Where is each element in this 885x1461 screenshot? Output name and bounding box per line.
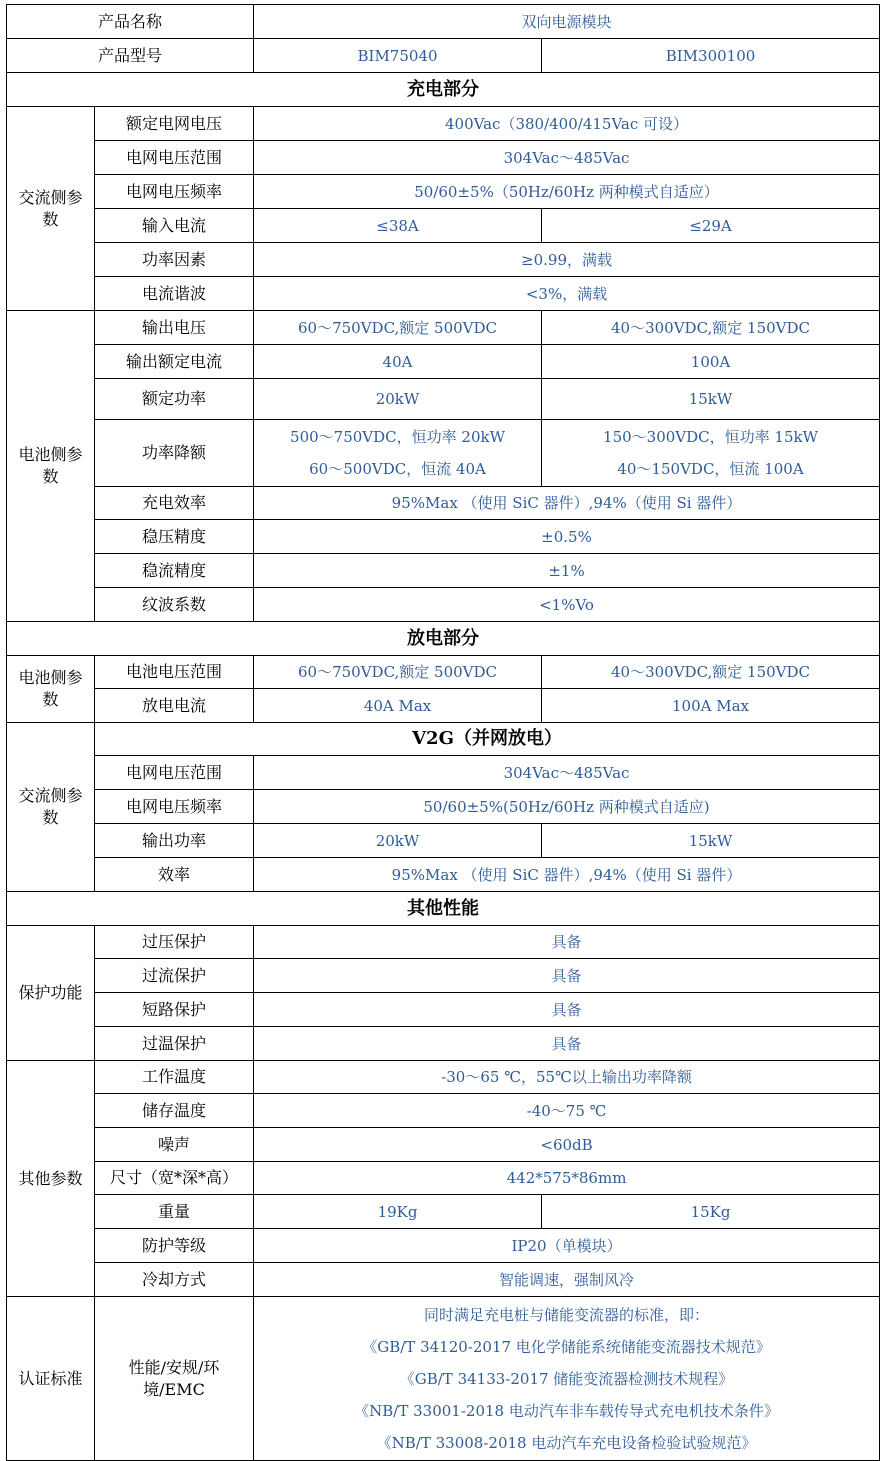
row-value-b: 40～300VDC,额定 150VDC — [542, 311, 880, 345]
section-title-other: 其他性能 — [7, 892, 880, 926]
group-ac-side: 交流侧参数 — [7, 723, 95, 892]
row-label: 功率因素 — [95, 243, 254, 277]
table-row — [7, 1094, 880, 1128]
row-label: 功率降额 — [95, 420, 254, 487]
standard-line: 同时满足充电桩与储能变流器的标准，即： — [424, 1305, 710, 1324]
derating-line: 60～500VDC，恒流 40A — [309, 460, 486, 478]
row-value-a: 40A Max — [254, 689, 542, 723]
table-row — [7, 107, 880, 141]
row-value-b: 100A Max — [542, 689, 880, 723]
row-value: <1%Vo — [254, 588, 880, 622]
row-value: 95%Max （使用 SiC 器件）,94%（使用 Si 器件） — [254, 487, 880, 520]
row-label: 输出额定电流 — [95, 345, 254, 379]
row-label: 防护等级 — [95, 1229, 254, 1263]
row-label: 充电效率 — [95, 487, 254, 520]
table-row — [7, 345, 880, 379]
row-value: 50/60±5%(50Hz/60Hz 两种模式自适应) — [254, 790, 880, 824]
row-label: 工作温度 — [95, 1061, 254, 1094]
row-label: 过温保护 — [95, 1027, 254, 1061]
row-value-b: 15kW — [542, 824, 880, 858]
row-label: 输出电压 — [95, 311, 254, 345]
section-row — [7, 73, 880, 107]
row-value: -30～65 ℃，55℃以上输出功率降额 — [254, 1061, 880, 1094]
table-row — [7, 1061, 880, 1094]
row-label: 效率 — [95, 858, 254, 892]
row-value-a: 20kW — [254, 824, 542, 858]
table-row — [7, 959, 880, 993]
product-name-value: 双向电源模块 — [254, 5, 880, 39]
row-value-a: ≤38A — [254, 209, 542, 243]
row-label: 性能/安规/环境/EMC — [95, 1297, 254, 1461]
row-value: 95%Max （使用 SiC 器件）,94%（使用 Si 器件） — [254, 858, 880, 892]
product-name-label: 产品名称 — [7, 5, 254, 39]
table-row — [7, 554, 880, 588]
row-value: ±1% — [254, 554, 880, 588]
table-row — [7, 277, 880, 311]
row-label: 尺寸（宽*深*高） — [95, 1162, 254, 1195]
group-ac-side: 交流侧参数 — [7, 107, 95, 311]
table-row — [7, 1128, 880, 1162]
row-value: ≥0.99，满载 — [254, 243, 880, 277]
row-value: <60dB — [254, 1128, 880, 1162]
row-value: 具备 — [254, 1027, 880, 1061]
table-row — [7, 5, 880, 39]
row-label: 过压保护 — [95, 926, 254, 959]
standard-line: 《NB/T 33008-2018 电动汽车充电设备检验试验规范》 — [376, 1433, 757, 1452]
row-value: ±0.5% — [254, 520, 880, 554]
section-row — [7, 622, 880, 656]
row-label: 电流谐波 — [95, 277, 254, 311]
row-value-b — [542, 420, 880, 487]
row-label: 额定电网电压 — [95, 107, 254, 141]
standard-line: 《GB/T 34133-2017 储能变流器检测技术规程》 — [399, 1369, 734, 1388]
row-label: 电池电压范围 — [95, 656, 254, 689]
row-value-b: ≤29A — [542, 209, 880, 243]
row-value: <3%，满载 — [254, 277, 880, 311]
standard-line: 《GB/T 34120-2017 电化学储能系统储能变流器技术规范》 — [362, 1337, 771, 1356]
row-value-b: 40～300VDC,额定 150VDC — [542, 656, 880, 689]
row-value: IP20（单模块） — [254, 1229, 880, 1263]
row-value: 304Vac～485Vac — [254, 141, 880, 175]
certification-standards — [254, 1297, 880, 1461]
group-battery-side: 电池侧参数 — [7, 656, 95, 723]
table-row — [7, 1195, 880, 1229]
table-row — [7, 175, 880, 209]
group-certification: 认证标准 — [7, 1297, 95, 1461]
row-label: 输出功率 — [95, 824, 254, 858]
table-row — [7, 420, 880, 487]
row-value: 400Vac（380/400/415Vac 可设） — [254, 107, 880, 141]
derating-line: 150～300VDC，恒功率 15kW — [603, 428, 818, 446]
row-value-a: 40A — [254, 345, 542, 379]
row-value: 304Vac～485Vac — [254, 756, 880, 790]
standard-line: 《NB/T 33001-2018 电动汽车非车载传导式充电机技术条件》 — [354, 1401, 779, 1420]
table-row — [7, 487, 880, 520]
row-value-b: 100A — [542, 345, 880, 379]
table-row — [7, 656, 880, 689]
row-value: 442*575*86mm — [254, 1162, 880, 1195]
row-label: 重量 — [95, 1195, 254, 1229]
table-row — [7, 858, 880, 892]
section-title-charging: 充电部分 — [7, 73, 880, 107]
row-label: 额定功率 — [95, 379, 254, 420]
row-label: 噪声 — [95, 1128, 254, 1162]
spec-table — [6, 4, 880, 1461]
row-label: 放电电流 — [95, 689, 254, 723]
section-row — [7, 892, 880, 926]
row-label: 稳压精度 — [95, 520, 254, 554]
table-row — [7, 588, 880, 622]
table-row — [7, 243, 880, 277]
row-label: 储存温度 — [95, 1094, 254, 1128]
row-value-a: 60～750VDC,额定 500VDC — [254, 656, 542, 689]
table-row — [7, 756, 880, 790]
model-a-value: BIM75040 — [254, 39, 542, 73]
table-row — [7, 1229, 880, 1263]
section-title-discharging: 放电部分 — [7, 622, 880, 656]
row-value-a: 19Kg — [254, 1195, 542, 1229]
row-value: 具备 — [254, 993, 880, 1027]
table-row — [7, 689, 880, 723]
table-row — [7, 520, 880, 554]
row-value-a — [254, 420, 542, 487]
table-row — [7, 1297, 880, 1461]
row-value: -40～75 ℃ — [254, 1094, 880, 1128]
row-value: 具备 — [254, 926, 880, 959]
table-row — [7, 311, 880, 345]
row-label: 电网电压范围 — [95, 141, 254, 175]
row-label: 冷却方式 — [95, 1263, 254, 1297]
row-label: 过流保护 — [95, 959, 254, 993]
derating-line: 40～150VDC，恒流 100A — [617, 460, 804, 478]
table-row — [7, 824, 880, 858]
table-row — [7, 141, 880, 175]
row-value-b: 15kW — [542, 379, 880, 420]
group-protection: 保护功能 — [7, 926, 95, 1061]
model-b-value: BIM300100 — [542, 39, 880, 73]
section-title-v2g: V2G（并网放电） — [95, 723, 880, 756]
table-row — [7, 723, 880, 756]
group-battery-side: 电池侧参数 — [7, 311, 95, 622]
derating-line: 500～750VDC，恒功率 20kW — [290, 428, 505, 446]
row-label: 纹波系数 — [95, 588, 254, 622]
table-row — [7, 1027, 880, 1061]
table-row — [7, 39, 880, 73]
row-label: 电网电压范围 — [95, 756, 254, 790]
row-value: 50/60±5%（50Hz/60Hz 两种模式自适应） — [254, 175, 880, 209]
row-label: 稳流精度 — [95, 554, 254, 588]
table-row — [7, 1263, 880, 1297]
row-value: 具备 — [254, 959, 880, 993]
row-label: 输入电流 — [95, 209, 254, 243]
row-value-a: 60～750VDC,额定 500VDC — [254, 311, 542, 345]
row-label: 电网电压频率 — [95, 175, 254, 209]
row-label: 短路保护 — [95, 993, 254, 1027]
group-other-params: 其他参数 — [7, 1061, 95, 1297]
table-row — [7, 209, 880, 243]
row-value-b: 15Kg — [542, 1195, 880, 1229]
table-row — [7, 926, 880, 959]
table-row — [7, 1162, 880, 1195]
row-label: 电网电压频率 — [95, 790, 254, 824]
product-model-label: 产品型号 — [7, 39, 254, 73]
row-value: 智能调速，强制风冷 — [254, 1263, 880, 1297]
table-row — [7, 379, 880, 420]
table-row — [7, 993, 880, 1027]
table-row — [7, 790, 880, 824]
row-value-a: 20kW — [254, 379, 542, 420]
